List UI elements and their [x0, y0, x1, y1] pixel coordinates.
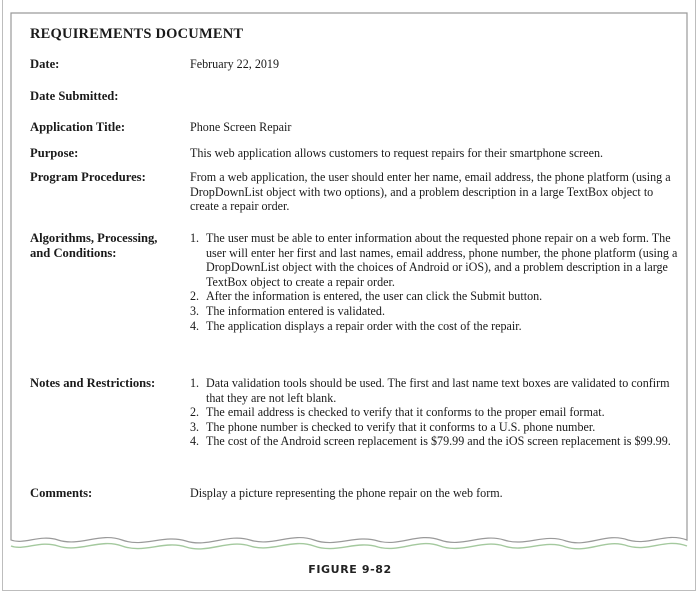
list-item — [190, 420, 678, 435]
notes-list — [190, 376, 678, 449]
field-label: Date: — [30, 57, 60, 71]
item-number: 1. — [190, 231, 200, 245]
field-label-line: and Conditions: — [30, 246, 117, 260]
figure-caption: FIGURE 9-82 — [308, 563, 392, 576]
item-number: 4. — [190, 318, 200, 333]
item-number: 4. — [190, 434, 200, 449]
item-text: Data validation tools should be used. The first and last name text boxes are validated to confirm that they are not left blank. — [206, 376, 670, 405]
field-value: Phone Screen Repair — [190, 120, 292, 134]
list-item — [190, 289, 678, 304]
wave-shadow — [11, 543, 687, 548]
field-label: Comments: — [30, 486, 93, 500]
item-text: The information entered is validated. — [206, 303, 385, 318]
field-value: From a web application, the user should enter her name, email address, the phone platform (using a DropDownList object with two options), and a problem description in a large TextBox object to create a repair order. — [190, 170, 671, 214]
item-text: The phone number is checked to verify that it conforms to a U.S. phone number. — [206, 419, 596, 434]
field-label-line: Algorithms, Processing, — [30, 231, 158, 245]
item-number: 2. — [190, 289, 200, 304]
field-value: Display a picture representing the phone repair on the web form. — [190, 486, 503, 500]
field-label: Date Submitted: — [30, 89, 119, 103]
item-text: After the information is entered, the user can click the Submit button. — [206, 289, 543, 304]
list-item — [190, 434, 678, 449]
item-text: The application displays a repair order with the cost of the repair. — [206, 318, 522, 333]
field-label: Notes and Restrictions: — [30, 376, 156, 390]
list-item — [190, 405, 678, 420]
field-value — [190, 231, 678, 333]
list-item — [190, 231, 678, 289]
requirements-document-card — [10, 12, 688, 560]
list-item — [190, 319, 678, 334]
field-value — [190, 376, 678, 449]
item-number: 3. — [190, 303, 200, 318]
item-text: The cost of the Android screen replacement is $79.99 and the iOS screen replacement is $99.99. — [206, 434, 671, 449]
list-item — [190, 304, 678, 319]
document-heading: REQUIREMENTS DOCUMENT — [30, 26, 244, 42]
item-text: The email address is checked to verify that it conforms to the proper email format. — [206, 405, 605, 420]
field-label: Program Procedures: — [30, 170, 146, 184]
item-text: The user must be able to enter information about the requested phone repair on a web form. The user will enter her first and last names, email address, phone number, the phone platform (using a DropDownList object with the choices of Android or iOS), and a problem description in a large TextBox object to create a repair order. — [206, 231, 678, 289]
item-number: 3. — [190, 419, 200, 434]
item-number: 1. — [190, 376, 200, 390]
list-item — [190, 376, 678, 405]
algorithms-list — [190, 231, 678, 333]
field-value: This web application allows customers to request repairs for their smartphone screen. — [190, 146, 604, 160]
field-label: Application Title: — [30, 120, 126, 134]
field-label — [30, 231, 190, 261]
field-label: Purpose: — [30, 146, 79, 160]
field-value: February 22, 2019 — [190, 57, 280, 71]
item-number: 2. — [190, 405, 200, 420]
